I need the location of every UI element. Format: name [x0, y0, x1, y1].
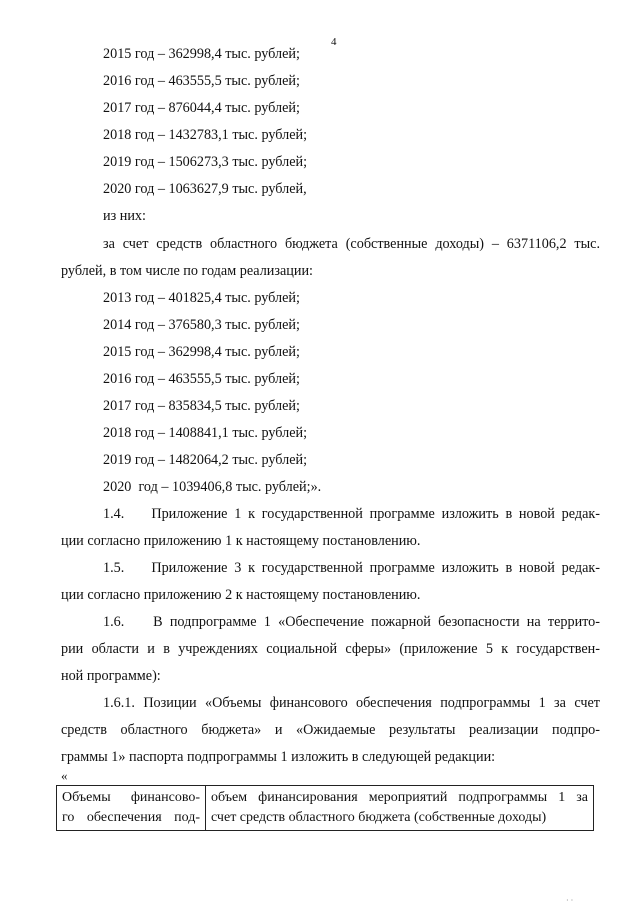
- paragraph-1-6: 1.6. В подпрограмме 1 «Обеспечение пожарной безопасности на террито-: [103, 614, 600, 630]
- opening-quote: «: [61, 768, 68, 783]
- table-cell-text: объем финансирования мероприятий подпрограммы 1 за: [211, 790, 588, 805]
- paragraph-1-6-1: 1.6.1. Позиции «Объемы финансового обеспечения подпрограммы 1 за счет: [103, 695, 600, 711]
- paragraph-1-4: 1.4. Приложение 1 к государственной программе изложить в новой редак-: [103, 506, 600, 522]
- table-row: [57, 786, 594, 831]
- scan-marks: · ·: [566, 896, 574, 905]
- regional-year-line: 2020 год – 1039406,8 тыс. рублей;».: [103, 479, 322, 495]
- year-line: 2020 год – 1063627,9 тыс. рублей,: [103, 181, 307, 197]
- paragraph-1-5: 1.5. Приложение 3 к государственной программе изложить в новой редак-: [103, 560, 600, 576]
- regional-year-line: 2019 год – 1482064,2 тыс. рублей;: [103, 452, 308, 468]
- year-line: 2017 год – 876044,4 тыс. рублей;: [103, 100, 300, 116]
- table-cell-text: счет средств областного бюджета (собственные доходы): [211, 810, 547, 825]
- table-cell-label: [57, 786, 206, 831]
- paragraph-1-6-cont: рии области и в учреждениях социальной сферы» (приложение 5 к государствен-: [61, 641, 600, 657]
- regional-budget-line: за счет средств областного бюджета (собственные доходы) – 6371106,2 тыс.: [103, 236, 600, 252]
- regional-year-line: 2014 год – 376580,3 тыс. рублей;: [103, 317, 300, 333]
- table-cell-text: Объемы финансово-: [62, 790, 200, 805]
- regional-year-line: 2016 год – 463555,5 тыс. рублей;: [103, 371, 300, 387]
- year-line: 2015 год – 362998,4 тыс. рублей;: [103, 46, 300, 62]
- table-cell-value: [206, 786, 594, 831]
- regional-year-line: 2013 год – 401825,4 тыс. рублей;: [103, 290, 300, 306]
- paragraph-1-6-1-cont: граммы 1» паспорта подпрограммы 1 изложить в следующей редакции:: [61, 749, 496, 765]
- year-line: 2018 год – 1432783,1 тыс. рублей;: [103, 127, 308, 143]
- regional-budget-line: рублей, в том числе по годам реализации:: [61, 263, 313, 279]
- page-number: 4: [331, 36, 337, 48]
- regional-year-line: 2017 год – 835834,5 тыс. рублей;: [103, 398, 300, 414]
- regional-year-line: 2018 год – 1408841,1 тыс. рублей;: [103, 425, 308, 441]
- paragraph-1-6-cont: ной программе):: [61, 668, 161, 684]
- of-them-label: из них:: [103, 208, 146, 224]
- year-line: 2016 год – 463555,5 тыс. рублей;: [103, 73, 300, 89]
- paragraph-1-5-cont: ции согласно приложению 2 к настоящему постановлению.: [61, 587, 421, 603]
- paragraph-1-4-cont: ции согласно приложению 1 к настоящему постановлению.: [61, 533, 421, 549]
- table-cell-text: го обеспечения под-: [62, 810, 200, 825]
- regional-year-line: 2015 год – 362998,4 тыс. рублей;: [103, 344, 300, 360]
- year-line: 2019 год – 1506273,3 тыс. рублей;: [103, 154, 308, 170]
- paragraph-1-6-1-cont: средств областного бюджета» и «Ожидаемые результаты реализации подпро-: [61, 722, 600, 738]
- passport-table: [56, 785, 594, 831]
